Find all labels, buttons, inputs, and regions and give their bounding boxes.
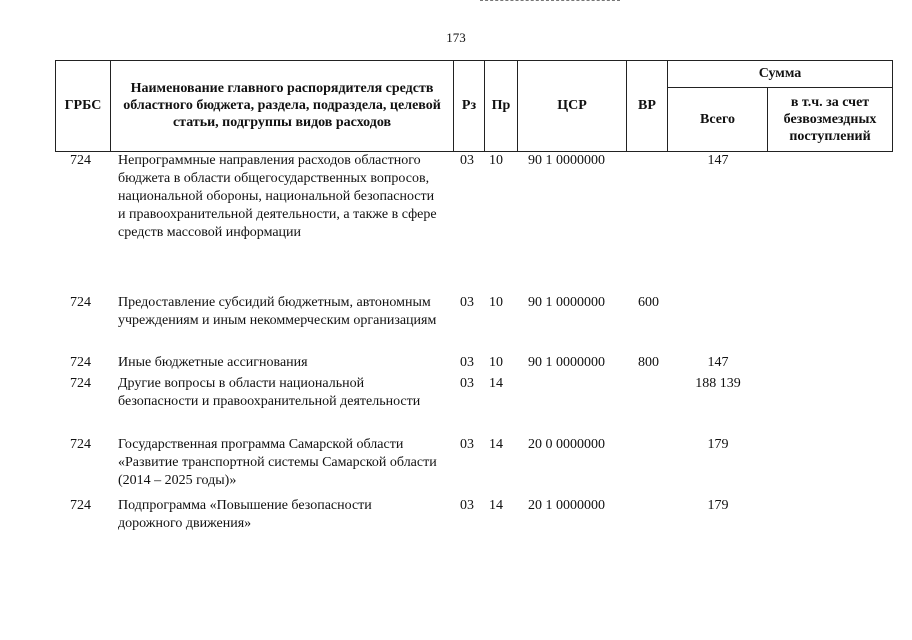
- row-6-rz: 03: [460, 498, 474, 513]
- row-3-vr: 800: [638, 355, 659, 370]
- header-total: Всего: [700, 112, 735, 127]
- row-3-rz: 03: [460, 355, 474, 370]
- row-4-pr: 14: [489, 376, 503, 391]
- scan-edge-mark: [480, 0, 620, 2]
- row-5-pr: 14: [489, 437, 503, 452]
- header-sum: Сумма: [758, 66, 802, 81]
- row-3-pr: 10: [489, 355, 503, 370]
- header-rz: Рз: [461, 98, 477, 113]
- row-6-name: Подпрограмма «Повышение безопасности дорожного движения»: [118, 498, 372, 531]
- row-1-total: 147: [707, 153, 729, 168]
- row-5-csr: 20 0 0000000: [528, 437, 605, 452]
- row-6-pr: 14: [489, 498, 503, 513]
- header-grants: в т.ч. за счет безвозмездных поступлений: [783, 95, 877, 144]
- header-grbs: ГРБС: [64, 98, 102, 113]
- row-1-name: Непрограммные направления расходов областного бюджета в области общегосударственных вопросов, национальной обороны, национальной безопасности и правоохранительной деятельности, а также в сфере средств массовой информации: [118, 153, 437, 240]
- row-5-rz: 03: [460, 437, 474, 452]
- row-3-total: 147: [707, 355, 729, 370]
- row-2-rz: 03: [460, 295, 474, 310]
- row-3-grbs: 724: [70, 355, 91, 370]
- row-4-rz: 03: [460, 376, 474, 391]
- row-6-total: 179: [707, 498, 729, 513]
- row-2-csr: 90 1 0000000: [528, 295, 605, 310]
- row-3-csr: 90 1 0000000: [528, 355, 605, 370]
- row-3-name: Иные бюджетные ассигнования: [118, 355, 308, 370]
- row-2-grbs: 724: [70, 295, 91, 310]
- header-csr: ЦСР: [557, 98, 587, 113]
- row-2-vr: 600: [638, 295, 659, 310]
- row-4-total: 188 139: [695, 376, 741, 391]
- row-1-rz: 03: [460, 153, 474, 168]
- row-6-grbs: 724: [70, 498, 91, 513]
- row-4-name: Другие вопросы в области национальной безопасности и правоохранительной деятельности: [118, 376, 421, 409]
- header-vr: ВР: [638, 98, 656, 113]
- row-1-pr: 10: [489, 153, 503, 168]
- border-right: [892, 60, 893, 152]
- border-grbs: [110, 60, 111, 152]
- row-5-total: 179: [707, 437, 729, 452]
- row-4-grbs: 724: [70, 376, 91, 391]
- row-6-csr: 20 1 0000000: [528, 498, 605, 513]
- page-number: 173: [446, 30, 466, 45]
- header-pr: Пр: [491, 98, 511, 113]
- row-2-name: Предоставление субсидий бюджетным, автономным учреждениям и иным некоммерческим организациям: [118, 295, 437, 328]
- table-header: [55, 60, 893, 152]
- row-5-grbs: 724: [70, 437, 91, 452]
- row-2-pr: 10: [489, 295, 503, 310]
- row-1-grbs: 724: [70, 153, 91, 168]
- row-5-name: Государственная программа Самарской области «Развитие транспортной системы Самарской области (2014 – 2025 годы)»: [118, 437, 437, 488]
- header-name: Наименование главного распорядителя средств областного бюджета, раздела, подраздела, целевой статьи, подгруппы видов расходов: [123, 81, 441, 130]
- row-1-csr: 90 1 0000000: [528, 153, 605, 168]
